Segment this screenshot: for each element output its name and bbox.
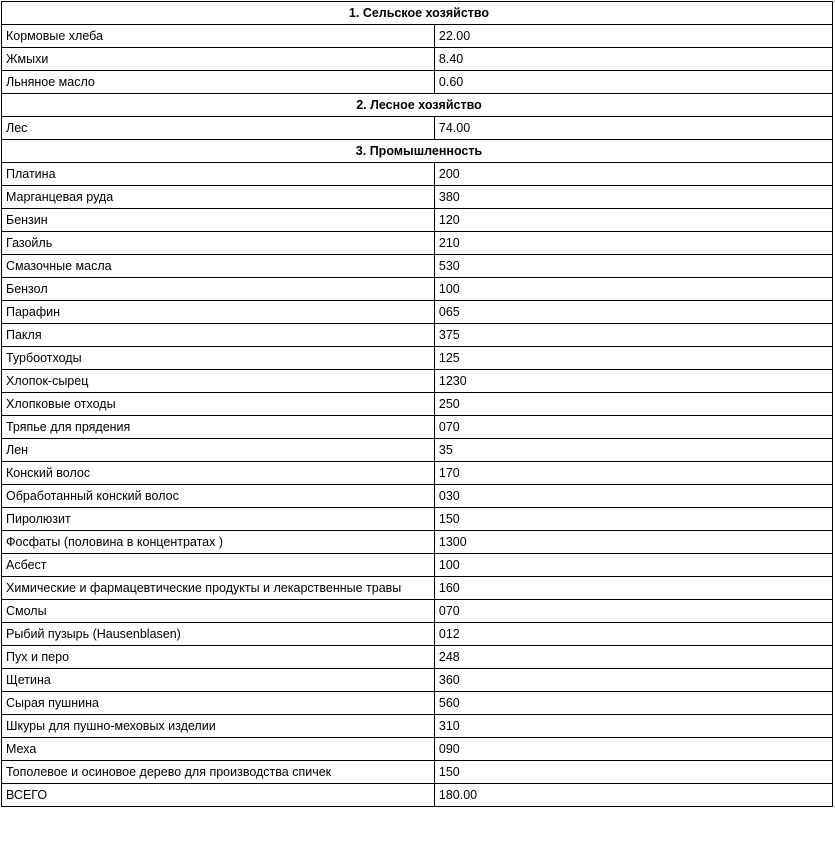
table-row [2, 301, 833, 324]
table-row [2, 370, 833, 393]
table-row [2, 577, 833, 600]
table-row [2, 508, 833, 531]
item-value-cell: 375 [435, 324, 833, 347]
item-name-cell: Пакля [2, 324, 435, 347]
table-row [2, 646, 833, 669]
item-value-cell: 22.00 [435, 25, 833, 48]
item-value-cell: 090 [435, 738, 833, 761]
item-value-cell: 070 [435, 600, 833, 623]
item-name-cell: Меха [2, 738, 435, 761]
table-row [2, 278, 833, 301]
table-row [2, 347, 833, 370]
table-row [2, 531, 833, 554]
item-name-cell: Шкуры для пушно-меховых изделии [2, 715, 435, 738]
item-name-cell: Кормовые хлеба [2, 25, 435, 48]
item-value-cell: 200 [435, 163, 833, 186]
table-row [2, 255, 833, 278]
table-row [2, 439, 833, 462]
item-name-cell: Бензол [2, 278, 435, 301]
item-value-cell: 125 [435, 347, 833, 370]
item-value-cell: 150 [435, 761, 833, 784]
table-row [2, 462, 833, 485]
table-row [2, 761, 833, 784]
item-value-cell: 070 [435, 416, 833, 439]
item-name-cell: Смолы [2, 600, 435, 623]
item-value-cell: 065 [435, 301, 833, 324]
item-value-cell: 120 [435, 209, 833, 232]
item-name-cell: Тряпье для прядения [2, 416, 435, 439]
table-row [2, 623, 833, 646]
item-name-cell: Марганцевая руда [2, 186, 435, 209]
item-value-cell: 030 [435, 485, 833, 508]
item-name-cell: Тополевое и осиновое дерево для производства спичек [2, 761, 435, 784]
section-title: 3. Промышленность [2, 140, 833, 163]
item-value-cell: 100 [435, 278, 833, 301]
table-row [2, 186, 833, 209]
table-row [2, 393, 833, 416]
table-row [2, 669, 833, 692]
item-name-cell: Турбоотходы [2, 347, 435, 370]
item-name-cell: Хлопковые отходы [2, 393, 435, 416]
item-name-cell: Лен [2, 439, 435, 462]
item-value-cell: 100 [435, 554, 833, 577]
item-name-cell: Платина [2, 163, 435, 186]
table-row [2, 692, 833, 715]
table-row [2, 48, 833, 71]
item-value-cell: 012 [435, 623, 833, 646]
item-name-cell: Хлопок-сырец [2, 370, 435, 393]
item-value-cell: 380 [435, 186, 833, 209]
item-value-cell: 180.00 [435, 784, 833, 807]
table-row [2, 554, 833, 577]
section-header-row [2, 94, 833, 117]
table-row [2, 416, 833, 439]
section-header-row [2, 2, 833, 25]
item-value-cell: 150 [435, 508, 833, 531]
item-name-cell: Парафин [2, 301, 435, 324]
item-name-cell: Жмыхи [2, 48, 435, 71]
table-row [2, 163, 833, 186]
table-row [2, 117, 833, 140]
table-row [2, 25, 833, 48]
item-name-cell: Асбест [2, 554, 435, 577]
item-name-cell: Рыбий пузырь (Hausenblasen) [2, 623, 435, 646]
item-value-cell: 8.40 [435, 48, 833, 71]
item-value-cell: 160 [435, 577, 833, 600]
item-name-cell: Газойль [2, 232, 435, 255]
table-row [2, 485, 833, 508]
section-header-row [2, 140, 833, 163]
table-row [2, 600, 833, 623]
table-row [2, 324, 833, 347]
item-value-cell: 210 [435, 232, 833, 255]
item-value-cell: 310 [435, 715, 833, 738]
item-value-cell: 248 [435, 646, 833, 669]
item-value-cell: 170 [435, 462, 833, 485]
section-title: 2. Лесное хозяйство [2, 94, 833, 117]
table-row [2, 71, 833, 94]
item-value-cell: 1230 [435, 370, 833, 393]
commodity-table [1, 1, 833, 807]
item-value-cell: 0.60 [435, 71, 833, 94]
item-name-cell: Фосфаты (половина в концентратах ) [2, 531, 435, 554]
item-name-cell: Лес [2, 117, 435, 140]
table-row [2, 232, 833, 255]
item-value-cell: 1300 [435, 531, 833, 554]
item-value-cell: 360 [435, 669, 833, 692]
item-name-cell: Льняное масло [2, 71, 435, 94]
item-name-cell: Бензин [2, 209, 435, 232]
item-value-cell: 250 [435, 393, 833, 416]
section-title: 1. Сельское хозяйство [2, 2, 833, 25]
item-name-cell: ВСЕГО [2, 784, 435, 807]
item-name-cell: Обработанный конский волос [2, 485, 435, 508]
table-row [2, 715, 833, 738]
item-value-cell: 74.00 [435, 117, 833, 140]
table-row [2, 784, 833, 807]
table-row [2, 209, 833, 232]
item-value-cell: 530 [435, 255, 833, 278]
item-name-cell: Сырая пушнина [2, 692, 435, 715]
commodity-table-body [2, 2, 833, 807]
item-name-cell: Химические и фармацевтические продукты и лекарственные травы [2, 577, 435, 600]
item-name-cell: Пиролюзит [2, 508, 435, 531]
item-name-cell: Пух и перо [2, 646, 435, 669]
table-row [2, 738, 833, 761]
item-name-cell: Конский волос [2, 462, 435, 485]
item-name-cell: Щетина [2, 669, 435, 692]
item-value-cell: 560 [435, 692, 833, 715]
item-value-cell: 35 [435, 439, 833, 462]
item-name-cell: Смазочные масла [2, 255, 435, 278]
